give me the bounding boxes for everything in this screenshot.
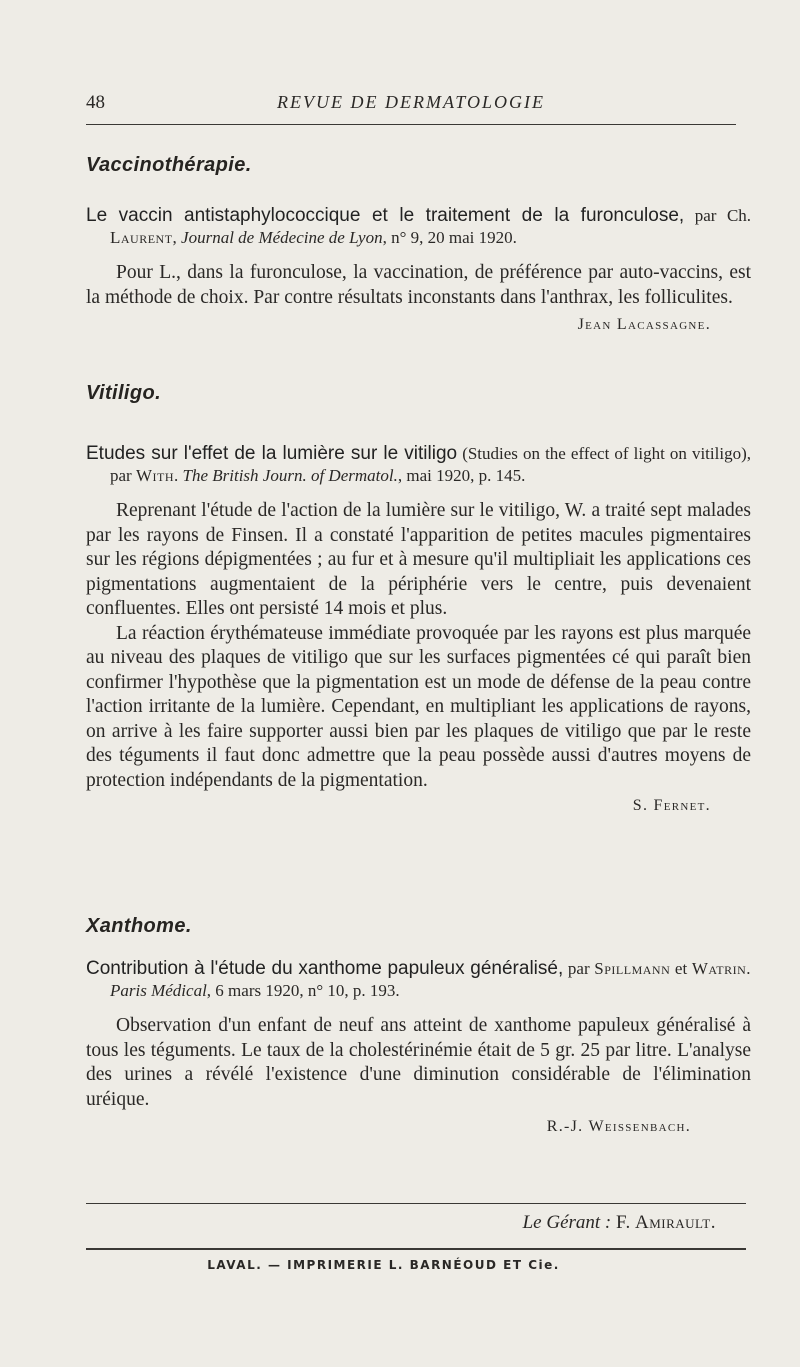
section-vitiligo bbox=[86, 382, 751, 815]
header-rule bbox=[86, 124, 736, 125]
author-name: Spillmann bbox=[594, 959, 671, 978]
section-heading: Vaccinothérapie. bbox=[86, 154, 252, 176]
ref-details: , n° 9, 20 mai 1920. bbox=[382, 228, 517, 247]
footer-rule bbox=[86, 1203, 746, 1204]
abstract-paragraph: La réaction érythémateuse immédiate provoquée par les rayons est plus marquée au niveau des plaques de vitiligo que sur les surfaces pigmentées cé qui paraît bien confirmer l'hypothèse que la pigmentation est un mode de défense de la peau contre l'action irritante de la lumière. Cependant, en multipliant les applications de rayons, on arrive à les faire supporter aussi bien par les plaques de vitiligo que par le reste des téguments il faut donc admettre que la peau possède aussi d'autres moyens de protection indépendants de la pigmentation. bbox=[86, 622, 751, 791]
ref-et: et bbox=[674, 959, 688, 978]
journal-name: Journal de Médecine de Lyon bbox=[181, 228, 383, 247]
article-reference: Le vaccin antistaphylococcique et le traitement de la furonculose, par Ch. Laurent, Journal de Médecine de Lyon, n° 9, 20 mai 1920. bbox=[86, 205, 752, 247]
article-title: Le vaccin antistaphylococcique et le traitement de la furonculose, bbox=[86, 205, 685, 226]
article-title: Contribution à l'étude du xanthome papuleux généralisé, bbox=[86, 958, 564, 979]
author-name: Laurent bbox=[110, 228, 173, 247]
abstract-paragraph: Pour L., dans la furonculose, la vaccination, de préférence par auto-vaccins, est la méthode de choix. Par contre résultats inconstants dans l'anthrax, les folliculites. bbox=[86, 262, 751, 308]
section-vaccinotherapie bbox=[86, 154, 751, 334]
article-reference bbox=[86, 958, 751, 1002]
ref-details: , mai 1920, p. 145. bbox=[397, 466, 526, 485]
section-xanthome bbox=[86, 915, 751, 1136]
ref-details: , 6 mars 1920, n° 10, p. 193. bbox=[206, 981, 400, 1000]
signature: R.-J. Weissenbach. bbox=[546, 1118, 691, 1135]
gerant-label: Le Gérant : bbox=[522, 1212, 612, 1233]
page-number: 48 bbox=[86, 92, 105, 113]
journal-name: Paris Médical bbox=[110, 981, 207, 1000]
abstract-paragraph: Observation d'un enfant de neuf ans atteint de xanthome papuleux généralisé à tous les téguments. Le taux de la cholestérinémie était de 5 gr. 25 par litre. L'analyse des urines a révélé l'existence d'une diminution considérable de l'élimination uréique. bbox=[86, 1015, 751, 1110]
signature: Jean Lacassagne. bbox=[577, 316, 711, 333]
abstract-paragraph: Reprenant l'étude de l'action de la lumière sur le vitiligo, W. a traité sept malades par les rayons de Finsen. Il a constaté l'apparition de petites macules pigmentaires sur les régions dépigmentées ; au fur et à mesure qu'il multipliait les applications ces pigmentations augmentaient de la périphérie vers le centre, puis devenaient confluentes. Elles ont persisté 14 mois et plus. bbox=[86, 500, 751, 619]
journal-name: The British Journ. of Dermatol. bbox=[182, 466, 398, 485]
signature: S. Fernet. bbox=[632, 797, 711, 814]
gerant-line bbox=[86, 1212, 716, 1234]
running-head bbox=[86, 92, 736, 120]
ref-rest: (Studies on the effect of light on vitiligo), par bbox=[110, 444, 751, 485]
article-title: Etudes sur l'effet de la lumière sur le vitiligo bbox=[86, 443, 458, 464]
gerant-name: F. Amirault. bbox=[616, 1212, 716, 1233]
article-reference: Etudes sur l'effet de la lumière sur le vitiligo (Studies on the effect of light on vitiligo), par With. The British Journ. of Dermatol., mai 1920, p. 145. bbox=[86, 443, 751, 485]
ref-par: par bbox=[694, 206, 717, 225]
section-heading: Xanthome. bbox=[86, 915, 192, 937]
section-heading: Vitiligo. bbox=[86, 382, 162, 404]
author-name-2: Watrin. bbox=[691, 959, 752, 978]
printer-imprint: LAVAL. — IMPRIMERIE L. BARNÉOUD ET Cie. bbox=[207, 1258, 560, 1272]
author-prefix: Ch. bbox=[726, 206, 752, 225]
journal-title: REVUE DE DERMATOLOGIE bbox=[277, 92, 545, 112]
author-name: With bbox=[135, 466, 175, 485]
ref-par: par bbox=[567, 959, 590, 978]
footer-rule-thick bbox=[86, 1248, 746, 1250]
